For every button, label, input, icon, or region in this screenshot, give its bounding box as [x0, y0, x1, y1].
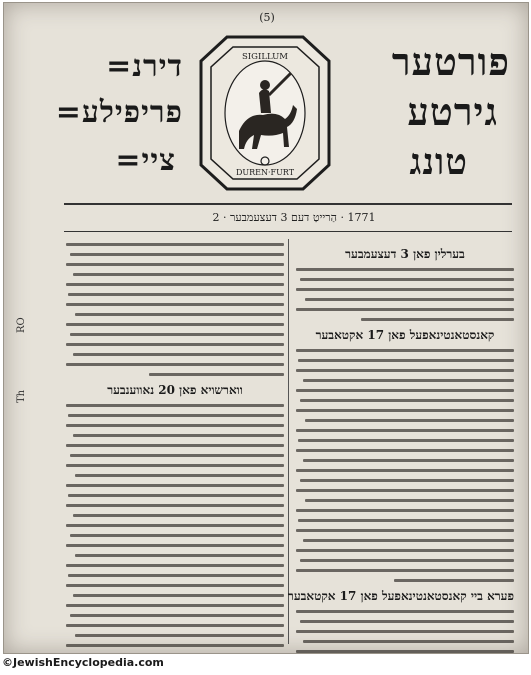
right-news-column [287, 243, 514, 654]
title-left-line-2: פריפילע= [55, 95, 183, 130]
text-line [66, 343, 284, 346]
text-line [73, 514, 284, 517]
text-line [75, 554, 284, 557]
text-line [66, 464, 284, 467]
text-line [66, 424, 284, 427]
text-line [75, 474, 284, 477]
text-line [149, 373, 284, 376]
text-line [66, 564, 284, 567]
text-line [68, 494, 284, 497]
text-line [305, 419, 514, 422]
text-line [296, 349, 514, 352]
text-line [300, 479, 514, 482]
text-line [66, 604, 284, 607]
text-line [66, 524, 284, 527]
text-line [75, 634, 284, 637]
text-line [66, 484, 284, 487]
text-line [70, 253, 284, 256]
text-line [298, 359, 514, 362]
text-line [298, 439, 514, 442]
right-column-heading-2: קאנסטאנטינאפעל פאן 17 אקטאבער [315, 328, 495, 342]
text-line [296, 268, 514, 271]
text-line [296, 529, 514, 532]
title-right-line-3: טונג [409, 141, 468, 183]
text-line [296, 288, 514, 291]
text-line [75, 313, 284, 316]
text-line [66, 444, 284, 447]
text-line [70, 454, 284, 457]
masthead-rule-top [64, 203, 512, 205]
text-line [73, 594, 284, 597]
text-line [68, 414, 284, 417]
right-column-heading-1: בערלין פאן 3 דעצעמבער [345, 247, 465, 261]
text-line [296, 389, 514, 392]
column-divider [288, 239, 289, 644]
text-line [68, 574, 284, 577]
text-line [296, 469, 514, 472]
text-line [296, 449, 514, 452]
left-news-column [66, 243, 284, 654]
footer-credit[interactable]: ©JewishEncyclopedia.com [2, 656, 164, 669]
text-line [66, 504, 284, 507]
right-column-heading-3: פערא ביי קאנסטאנטינאפעל פאן 17 אקטאבער [287, 589, 514, 603]
text-line [296, 369, 514, 372]
text-line [296, 650, 514, 653]
city-seal-emblem [199, 35, 331, 191]
text-line [66, 283, 284, 286]
text-line [66, 243, 284, 246]
text-line [68, 293, 284, 296]
text-line [66, 644, 284, 647]
text-line [296, 630, 514, 633]
text-line [303, 640, 514, 643]
svg-text:SIGILLUM: SIGILLUM [241, 52, 289, 62]
text-line [296, 509, 514, 512]
title-right-line-2: גירטע [407, 89, 498, 134]
text-line [296, 409, 514, 412]
text-line [303, 379, 514, 382]
left-column-heading-1: ווארשויא פאן 20 נאווענבער [107, 383, 243, 397]
text-line [66, 584, 284, 587]
text-line [305, 499, 514, 502]
text-line [298, 519, 514, 522]
text-line [296, 489, 514, 492]
text-line [296, 569, 514, 572]
margin-note-2: Th [16, 389, 27, 403]
text-line [66, 404, 284, 407]
text-line [73, 353, 284, 356]
text-line [66, 624, 284, 627]
text-line [296, 610, 514, 613]
title-left-line-3: ציי= [115, 143, 176, 178]
text-line [394, 579, 514, 582]
text-line [303, 539, 514, 542]
margin-note-1: RO [16, 317, 27, 333]
text-line [66, 323, 284, 326]
text-line [296, 549, 514, 552]
text-line [66, 303, 284, 306]
text-line [66, 363, 284, 366]
text-line [305, 298, 514, 301]
text-line [300, 620, 514, 623]
svg-text:DUREN·FURT: DUREN·FURT [235, 168, 295, 177]
text-line [70, 534, 284, 537]
title-left-line-1: דירנ= [106, 49, 183, 84]
text-line [73, 434, 284, 437]
text-line [296, 429, 514, 432]
text-line [303, 459, 514, 462]
text-line [300, 278, 514, 281]
masthead-rule-bottom [64, 231, 512, 232]
newspaper-page-scan [3, 2, 529, 654]
text-line [70, 333, 284, 336]
issue-date-line: 1771 · הַרייטַ דעם 3 דעצעמבער · 2 [212, 211, 376, 224]
title-right-line-1: פורטער [391, 39, 510, 84]
text-line [73, 273, 284, 276]
text-line [66, 263, 284, 266]
text-line [70, 614, 284, 617]
text-line [296, 308, 514, 311]
text-line [361, 318, 514, 321]
page-number: (5) [259, 11, 275, 24]
text-line [300, 399, 514, 402]
text-line [300, 559, 514, 562]
text-line [66, 544, 284, 547]
